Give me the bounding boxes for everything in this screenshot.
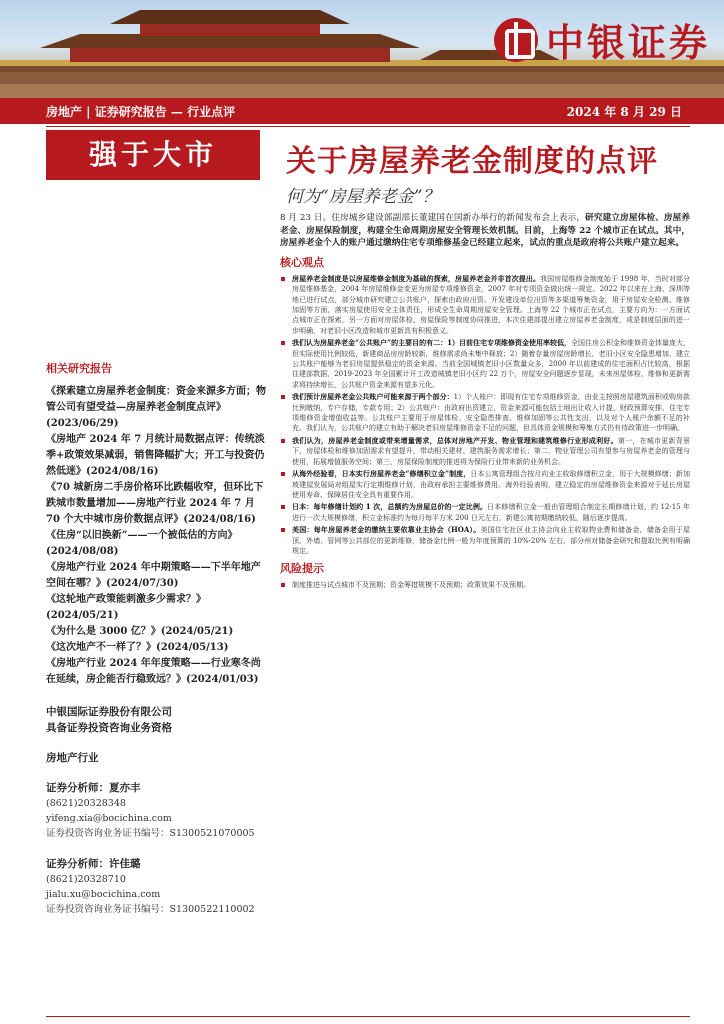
divider bbox=[46, 126, 690, 127]
core-point bbox=[280, 436, 690, 467]
intro-highlight: 研究建立房屋体检、房屋养老金、房屋保险制度，构建全生命周期房屋安全管理长效机制。目前，上海等 22 个城市正在试点。其中，房屋养老金个人的账户通过缴纳住宅专项维修基金已经建立起来，试点的重点是政府将公共账户建立起来。 bbox=[280, 213, 690, 249]
related-report-item[interactable]: 《70 城新房二手房价格环比跌幅收窄，但环比下跌城市数量增加——房地产行业 2024 年 7 月 70 个大中城市房价数据点评》(2024/08/16) bbox=[46, 482, 264, 525]
core-point bbox=[280, 469, 690, 500]
left-sidebar bbox=[46, 360, 266, 917]
rating-badge: 强于大市 bbox=[46, 130, 260, 180]
core-view-heading: 核心观点 bbox=[280, 255, 324, 269]
analyst-name: 证券分析师：夏亦丰 bbox=[46, 782, 141, 794]
company-info bbox=[46, 704, 266, 736]
footer-divider bbox=[46, 1016, 690, 1017]
intro-paragraph bbox=[280, 212, 690, 250]
core-point bbox=[280, 338, 690, 390]
analyst-name: 证券分析师：许佳璐 bbox=[46, 858, 141, 870]
core-point-body: 全国住房公积金和维修资金体量庞大，但实际使用比例较低，新建商品房房龄较新，维修需求尚未集中释放；2）随着存量房屋房龄增长，老旧小区安全隐患增加，建立公共账户能够为老旧房屋提供稳定的资金来源。当前全国城镇老旧小区数量众多，2000 年以前建成的住宅面积占比较高，根据住建部数据，2019-2023 年全国累计开工改造城镇老旧小区约 22 万个，房屋安全问题逐步显现，未来房屋体检、维修和更新需求将持续增长，公共账户资金来源有望多元化。 bbox=[292, 339, 690, 389]
analyst-block bbox=[46, 857, 266, 917]
brand-logo bbox=[494, 12, 710, 67]
core-point-body: 第一，在城市更新背景下，房屋体检和维修加固需求有望提升，带动相关建材、建筑服务需求增长；第二，物业管理公司有望参与房屋养老金的管理与使用，拓展增值服务空间；第三，房屋保险制度的推进将为保险行业带来新的业务机会。 bbox=[292, 436, 691, 466]
related-report-item[interactable]: 《这轮地产政策能刺激多少需求？》(2024/05/21) bbox=[46, 594, 206, 621]
core-point bbox=[280, 274, 690, 336]
bank-logo-icon bbox=[494, 18, 538, 62]
core-point-body: 1）个人账户：即现有住宅专项维修资金，由业主按照房屋建筑面积或购房款比例缴纳，专户存储，专款专用；2）公共账户：由政府出资建立，资金来源可能包括土地出让收入计提、财政预算安排、住宅专项维修资金增值收益等。公共账户主要用于房屋体检、安全隐患排查、维修加固等公共性支出，以及对个人账户余额不足的补充。我们认为，公共账户的建立有助于解决老旧房屋维修资金不足的问题，但具体资金规模和筹集方式仍有待政策进一步明确。 bbox=[292, 393, 691, 433]
core-point bbox=[280, 392, 690, 434]
related-report-item[interactable]: 《房地产 2024 年 7 月统计局数据点评：传统淡季+政策效果减弱，销售降幅扩大；开工与投资仍然低迷》(2024/08/16) bbox=[46, 434, 265, 477]
core-point-body: 我国房屋维修金制度始于 1998 年，当时对部分房屋维修基金，2004 年房屋维修金变更为房屋专项维修资金，2007 年对专项资金做出统一规定。2022 年以来在上海、深圳等地已进行试点，部分城市研究建立公共账户，探索由政府出资、开发建设单位出资等多渠道筹集资金，用于房屋安全检测、维修加固等方面，落实房屋使用安全主体责任，形成全生命周期房屋安全管理。上海等 22 个城市正在试点，主要方向为：一方面试点城市正在探索，另一方面对房屋体检、房屋保险等制度协同推进，本次住建部提出建立房屋养老金制度，或是制度层面的进一步明确，对老旧小区改造和城市更新具有积极意义。 bbox=[292, 274, 691, 335]
related-report-item[interactable]: 《房地产行业 2024 年年度策略——行业寒冬尚在延续，房企能否行稳致远？》(2024/01/03) bbox=[46, 658, 261, 685]
core-point-lead: 我们认为房屋养老金“公共账户”的主要目的有二：1）目前住宅专项维修资金使用率较低， bbox=[292, 338, 571, 348]
related-report-item[interactable]: 《为什么是 3000 亿？》(2024/05/21) bbox=[46, 626, 234, 637]
related-reports-heading: 相关研究报告 bbox=[46, 362, 112, 375]
core-point-lead: 房屋养老金制度是以房屋维修金制度为基础的探索，房屋养老金并非首次提出。 bbox=[292, 273, 541, 283]
company-name: 中银国际证券股份有限公司 bbox=[46, 706, 172, 718]
core-point-lead: 日本：每年修缮计划约 1 次，总额约为房屋总价的一定比例。 bbox=[292, 502, 488, 512]
analyst-block bbox=[46, 781, 266, 841]
risk-item: 制度推进与试点城市不及预期；资金筹措规模不及预期；政策效果不及预期。 bbox=[280, 580, 690, 590]
related-report-item[interactable]: 《探索建立房屋养老金制度：资金来源多方面；物管公司有望受益—房屋养老金制度点评》(2023/06/29) bbox=[46, 386, 266, 429]
core-points-list bbox=[280, 274, 690, 557]
report-date: 2024 年 8 月 29 日 bbox=[566, 105, 682, 119]
core-point bbox=[280, 525, 690, 556]
breadcrumb: 房地产 | 证券研究报告 — 行业点评 bbox=[46, 105, 236, 119]
core-point-body: 日本修缮积立金一般由管理组合制定长期修缮计划，约 12-15 年进行一次大规模修缮，积立金标准约为每月每平方米 200 日元左右，新建公寓初期缴纳较低，随后逐步提高。 bbox=[292, 503, 690, 522]
page-subtitle: 何为“房屋养老金”？ bbox=[286, 187, 440, 207]
core-point-body: 美国住宅社区业主协会向业主收取物业费和储备金，储备金用于屋顶、外墙、管网等公共部位的更新维修，储备金比例一般为年度预算的 10%-20% 左右，部分州对储备金研究和提取比例有明确规定。 bbox=[292, 526, 690, 555]
analyst-phone: (8621)20328710 bbox=[46, 874, 126, 885]
analyst-cert: 证券投资咨询业务证书编号：S1300521070005 bbox=[46, 828, 255, 839]
analyst-cert: 证券投资咨询业务证书编号：S1300522110002 bbox=[46, 904, 255, 915]
core-point-lead: 从海外经验看，日本实行房屋养老金“修缮积立金”制度， bbox=[292, 469, 471, 479]
company-qualification: 具备证券投资咨询业务资格 bbox=[46, 722, 172, 734]
brand-name: 中银证券 bbox=[545, 21, 710, 65]
related-report-item[interactable]: 《房地产行业 2024 年中期策略——下半年地产空间在哪？》(2024/07/30) bbox=[46, 562, 261, 589]
analyst-phone: (8621)20328348 bbox=[46, 798, 126, 809]
risk-list bbox=[280, 580, 690, 590]
core-point-body: 日本公寓管理组合按月向业主收取修缮积立金，用于大规模修缮；新加坡建屋发展局对组屋实行定期维修计划，由政府承担主要维修费用。海外经验表明，建立稳定的房屋维修资金来源对于延长房屋使用寿命、保障居住安全具有重要作用。 bbox=[292, 470, 691, 499]
risk-heading: 风险提示 bbox=[280, 562, 324, 576]
intro-text: 8 月 23 日，住房城乡建设部副部长董建国在国新办举行的新闻发布会上表示， bbox=[280, 213, 586, 223]
core-point-lead: 我们预计房屋养老金公共账户可能来源于两个部分： bbox=[292, 392, 454, 402]
header-banner bbox=[0, 0, 724, 98]
analyst-email[interactable]: jialu.xu@bocichina.com bbox=[46, 889, 161, 900]
page-title: 关于房屋养老金制度的点评 bbox=[286, 144, 658, 179]
report-meta-bar bbox=[0, 98, 724, 124]
related-report-item[interactable]: 《这次地产不一样了？》(2024/05/13) bbox=[46, 642, 229, 653]
industry-label: 房地产行业 bbox=[46, 752, 99, 764]
related-reports-list bbox=[46, 384, 266, 688]
related-report-item[interactable]: 《住房“以旧换新”——一个被低估的方向》(2024/08/08) bbox=[46, 530, 238, 557]
core-point-lead: 美国：每年房屋养老金的缴纳主要依靠业主协会（HOA）。 bbox=[292, 525, 481, 535]
main-content bbox=[280, 212, 690, 590]
core-point-lead: 我们认为，房屋养老金制度或带来增量需求，总体对房地产开发、物业管理和建筑维修行业形成利好。 bbox=[292, 435, 618, 445]
analyst-email[interactable]: yifeng.xia@bocichina.com bbox=[46, 813, 172, 824]
core-point bbox=[280, 502, 690, 523]
